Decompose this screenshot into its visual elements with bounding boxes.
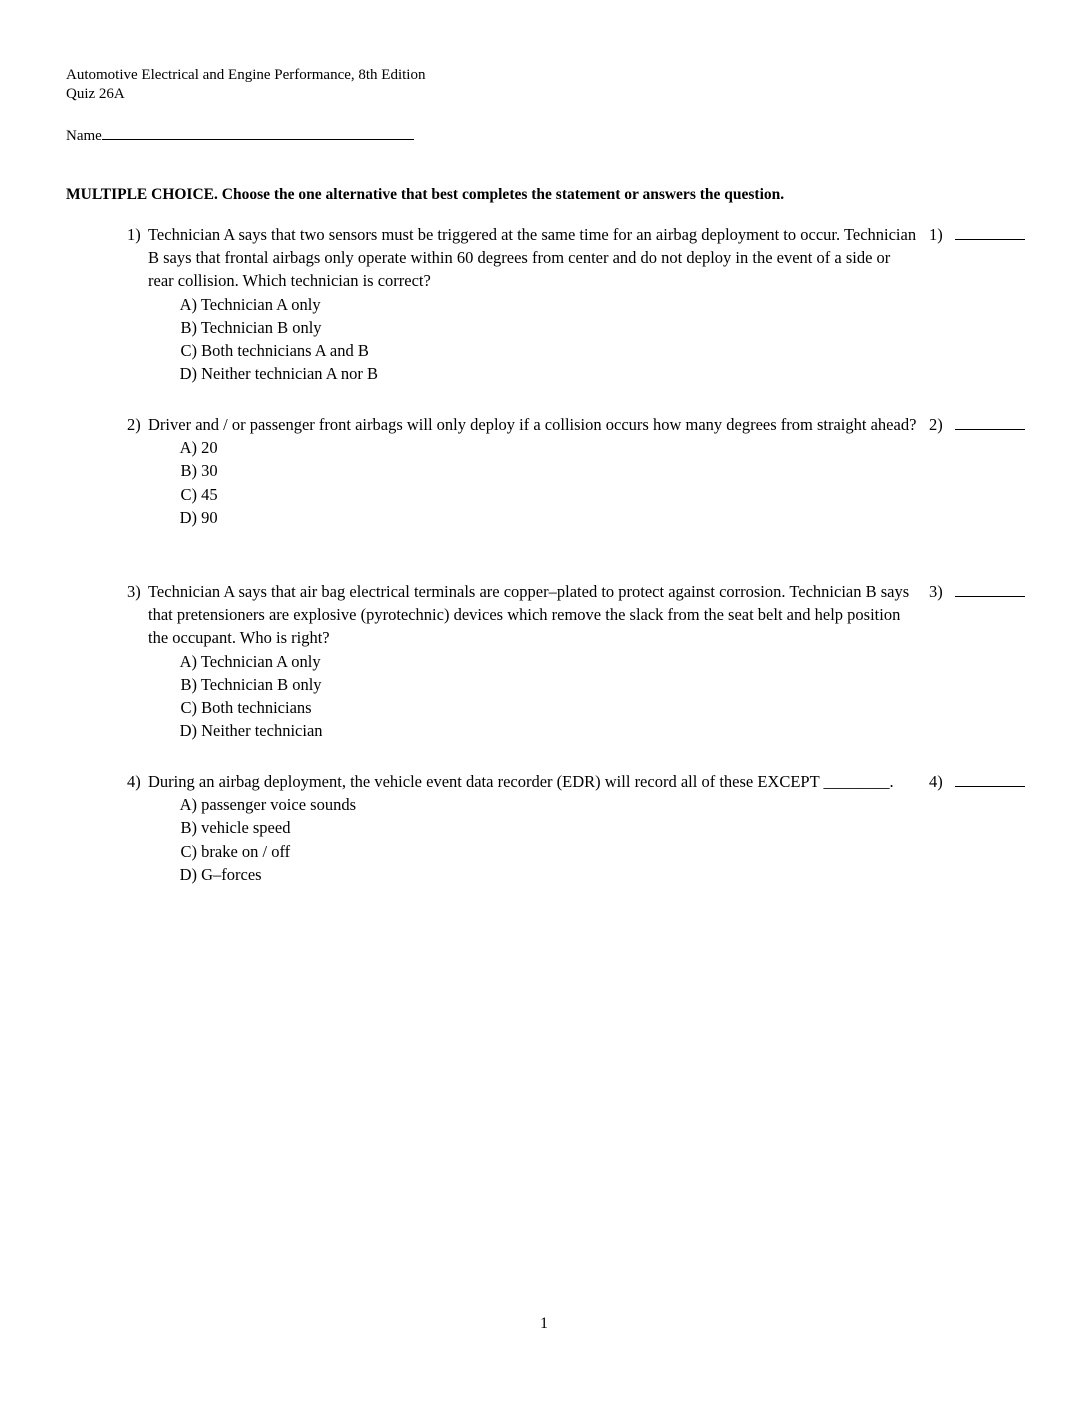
question-stem <box>127 580 918 650</box>
answer-number: 1) <box>929 225 943 244</box>
question-number: 2) <box>127 415 141 434</box>
question-text: Driver and / or passenger front airbags will only deploy if a collision occurs how many degrees from straight ahead? <box>148 415 917 434</box>
answer-number: 3) <box>929 582 943 601</box>
question-text: During an airbag deployment, the vehicle event data recorder (EDR) will record all of these EXCEPT ________. <box>148 772 894 791</box>
options-list <box>127 793 917 886</box>
answer-blank[interactable] <box>955 582 1025 597</box>
name-row <box>66 124 414 146</box>
option-letter: D) <box>179 721 197 741</box>
option-text: G–forces <box>201 864 262 884</box>
section-instructions: MULTIPLE CHOICE. Choose the one alternative that best completes the statement or answers the question. <box>66 186 785 203</box>
option-text: vehicle speed <box>201 818 291 838</box>
option-b[interactable] <box>172 673 917 696</box>
option-text: Neither technician A nor B <box>201 364 378 384</box>
options-list <box>127 436 917 529</box>
option-text: Technician B only <box>200 674 322 694</box>
answer-blank[interactable] <box>955 772 1025 787</box>
option-text: Technician A only <box>200 651 321 671</box>
question-number: 4) <box>127 772 141 791</box>
option-letter: A) <box>179 438 197 458</box>
answer-slot-2 <box>929 413 1025 436</box>
option-text: 20 <box>201 438 218 458</box>
option-letter: C) <box>180 841 197 861</box>
question-1 <box>127 223 917 385</box>
option-c[interactable] <box>172 483 917 506</box>
answer-number: 2) <box>929 415 943 434</box>
quiz-title: Quiz 26A <box>66 86 125 102</box>
options-list <box>127 650 917 743</box>
option-a[interactable] <box>172 650 917 673</box>
option-letter: B) <box>180 317 197 337</box>
option-d[interactable] <box>172 863 917 886</box>
answer-number: 4) <box>929 772 943 791</box>
option-letter: D) <box>179 864 197 884</box>
option-a[interactable] <box>172 293 917 316</box>
option-d[interactable] <box>172 719 917 742</box>
option-letter: C) <box>180 340 197 360</box>
option-letter: A) <box>179 651 197 671</box>
option-d[interactable] <box>172 506 917 529</box>
option-b[interactable] <box>172 316 917 339</box>
question-3 <box>127 580 917 742</box>
answer-slot-1 <box>929 223 1025 246</box>
option-letter: C) <box>180 697 197 717</box>
option-letter: B) <box>180 818 197 838</box>
option-b[interactable] <box>172 816 917 839</box>
option-letter: A) <box>179 294 197 314</box>
option-c[interactable] <box>172 696 917 719</box>
option-text: 90 <box>201 507 218 527</box>
option-text: Technician B only <box>200 317 322 337</box>
course-title: Automotive Electrical and Engine Performance, 8th Edition <box>66 67 426 83</box>
question-text: Technician A says that two sensors must be triggered at the same time for an airbag deployment to occur. Technician B says that frontal airbags only operate within 60 degrees from center and do not deploy in the event of a side or rear collision. Which technician is correct? <box>148 225 917 291</box>
question-number: 1) <box>127 225 141 244</box>
question-2 <box>127 413 917 529</box>
question-stem <box>127 413 918 436</box>
options-list <box>127 293 917 386</box>
question-stem <box>127 770 918 793</box>
option-letter: A) <box>179 795 197 815</box>
answer-slot-3 <box>929 580 1025 603</box>
question-number: 3) <box>127 582 141 601</box>
option-text: Neither technician <box>201 721 323 741</box>
option-letter: B) <box>180 674 197 694</box>
answer-blank[interactable] <box>955 415 1025 430</box>
option-letter: B) <box>180 461 197 481</box>
question-text: Technician A says that air bag electrical terminals are copper–plated to protect against corrosion. Technician B says that pretensioners are explosive (pyrotechnic) devices which remove the slack from the seat belt and help position the occupant. Who is right? <box>148 582 910 648</box>
option-text: brake on / off <box>201 841 291 861</box>
name-label: Name <box>66 128 102 144</box>
option-c[interactable] <box>172 840 917 863</box>
option-a[interactable] <box>172 793 917 816</box>
question-4 <box>127 770 917 886</box>
option-text: 45 <box>201 484 218 504</box>
option-c[interactable] <box>172 339 917 362</box>
answer-slot-4 <box>929 770 1025 793</box>
name-input-line[interactable] <box>102 124 414 140</box>
question-stem <box>127 223 918 293</box>
option-b[interactable] <box>172 459 917 482</box>
option-letter: D) <box>179 364 197 384</box>
option-letter: D) <box>179 507 197 527</box>
page-number: 1 <box>540 1315 548 1332</box>
document-header <box>66 66 425 104</box>
option-text: Technician A only <box>200 294 321 314</box>
option-text: Both technicians <box>201 697 312 717</box>
option-text: Both technicians A and B <box>201 340 369 360</box>
answer-blank[interactable] <box>955 225 1025 240</box>
option-text: passenger voice sounds <box>201 795 357 815</box>
option-d[interactable] <box>172 362 917 385</box>
option-text: 30 <box>201 461 218 481</box>
option-a[interactable] <box>172 436 917 459</box>
option-letter: C) <box>180 484 197 504</box>
